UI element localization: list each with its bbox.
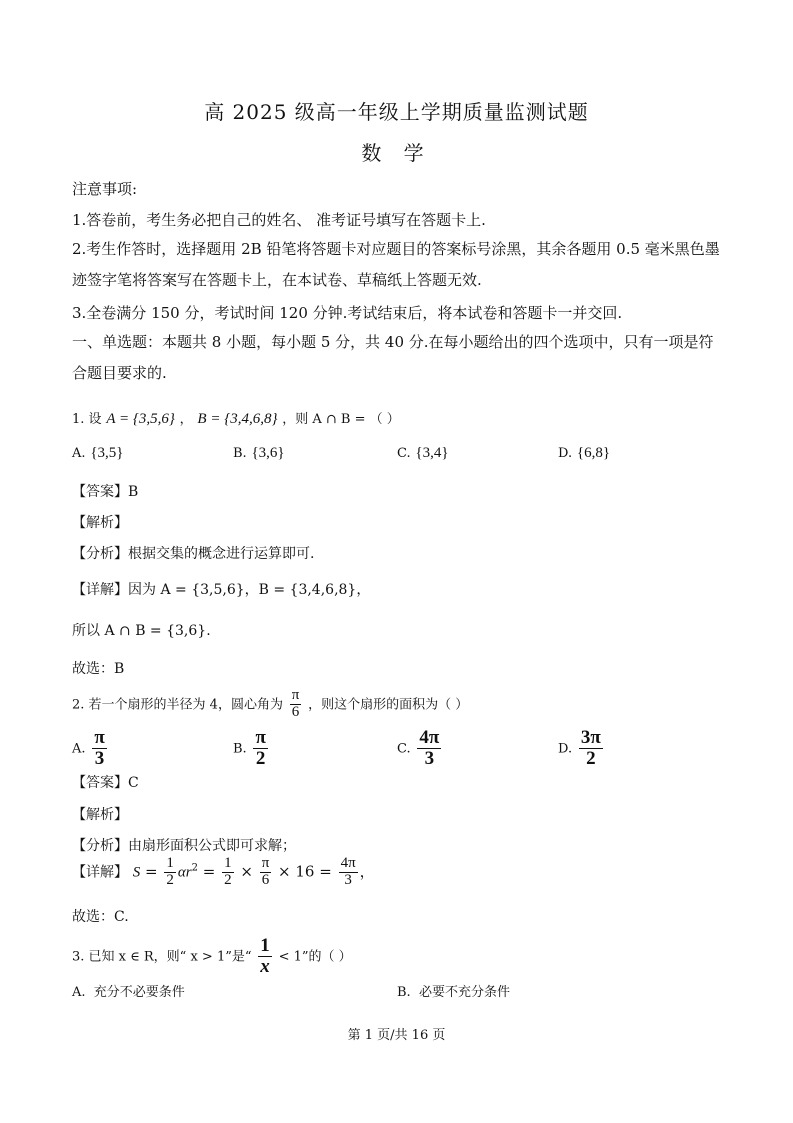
q2-option-a: A. $\frac{\pi}{3}$ bbox=[72, 727, 105, 769]
q2-fenxi: 【分析】由扇形面积公式即可求解； bbox=[72, 838, 296, 854]
q1-ask: ，则 A ∩ B = （ ） bbox=[282, 412, 400, 427]
q2-analysis-tag: 【解析】 bbox=[72, 807, 128, 823]
q2-option-c: C. $\frac{4\pi}{3}$ bbox=[397, 727, 440, 769]
question-1-stem: 1. 设 A = {3,5,6} ， B = {3,4,6,8} ，则 A ∩ B = （ ） bbox=[72, 411, 400, 427]
q1-analysis-tag: 【解析】 bbox=[72, 515, 128, 531]
q1-option-c: C. {3,4} bbox=[397, 445, 449, 461]
q1-fenxi: 【分析】根据交集的概念进行运算即可. bbox=[72, 546, 315, 562]
q2-angle-fraction: $\frac{\pi}{6}$ bbox=[291, 687, 300, 720]
q1-set-b: B = {3,4,6,8} bbox=[197, 411, 278, 427]
notice-heading: 注意事项: bbox=[72, 180, 138, 198]
page-footer: 第 1 页/共 16 页 bbox=[347, 1028, 446, 1043]
q2-choose: 故选：C. bbox=[72, 909, 129, 925]
q3-fraction: $\frac{1}{x}$ bbox=[260, 935, 270, 977]
q1-prefix: 1. 设 bbox=[72, 412, 102, 427]
q2-option-d: D. $\frac{3\pi}{2}$ bbox=[558, 727, 601, 769]
question-2-stem bbox=[72, 688, 468, 721]
q3-suffix: < 1”的（ ） bbox=[278, 949, 352, 965]
section-heading: 一、单选题：本题共 8 小题，每小题 5 分，共 40 分.在每小题给出的四个选项中，只有一项是符合题目要求的. bbox=[72, 333, 714, 382]
q1-detail: 【详解】因为 A = {3,5,6}，B = {3,4,6,8}， bbox=[72, 582, 371, 598]
exam-title: 高 2025 级高一年级上学期质量监测试题 bbox=[204, 100, 589, 124]
q1-choose: 故选：B bbox=[72, 661, 125, 677]
q1-answer: 【答案】B bbox=[72, 484, 139, 500]
notice-item-2: 2.考生作答时，选择题用 2B 铅笔将答题卡对应题目的答案标号涂黑，其余各题用 0.5 毫米黑色墨迹签字笔将答案写在答题卡上，在本试卷、草稿纸上答题无效. bbox=[72, 240, 720, 289]
q1-option-d: D. {6,8} bbox=[558, 445, 611, 461]
q3-option-b: B. 必要不充分条件 bbox=[397, 985, 510, 1000]
notice-item-3: 3.全卷满分 150 分，考试时间 120 分钟.考试结束后，将本试卷和答题卡一并交回. bbox=[72, 304, 623, 322]
q2-prefix: 2. 若一个扇形的半径为 4，圆心角为 bbox=[72, 697, 283, 713]
q1-option-b: B. {3,6} bbox=[233, 445, 285, 461]
q2-detail: 【详解】 S = $\frac{1}{2}$ $\alpha r^2$ = $\frac{1}{2}$ × $\frac{\pi}{6}$ × 16 = $\frac{4\pi}{3}$ ， bbox=[72, 855, 375, 888]
q2-suffix: ，则这个扇形的面积为（ ） bbox=[308, 697, 469, 713]
q1-set-a: A = {3,5,6} bbox=[106, 411, 175, 427]
q1-result: 所以 A ∩ B = {3,6}. bbox=[72, 623, 211, 639]
q2-answer: 【答案】C bbox=[72, 775, 139, 791]
notice-item-1: 1.答卷前，考生务必把自己的姓名、 准考证号填写在答题卡上. bbox=[72, 211, 486, 229]
q1-option-a: A. {3,5} bbox=[72, 445, 124, 461]
q2-option-b: B. $\frac{\pi}{2}$ bbox=[233, 727, 266, 769]
subject-title: 数 学 bbox=[361, 141, 432, 165]
question-3-stem bbox=[72, 936, 352, 977]
q3-option-a: A. 充分不必要条件 bbox=[72, 985, 185, 1000]
q3-prefix: 3. 已知 x ∈ R，则“ x > 1”是“ bbox=[72, 949, 252, 965]
